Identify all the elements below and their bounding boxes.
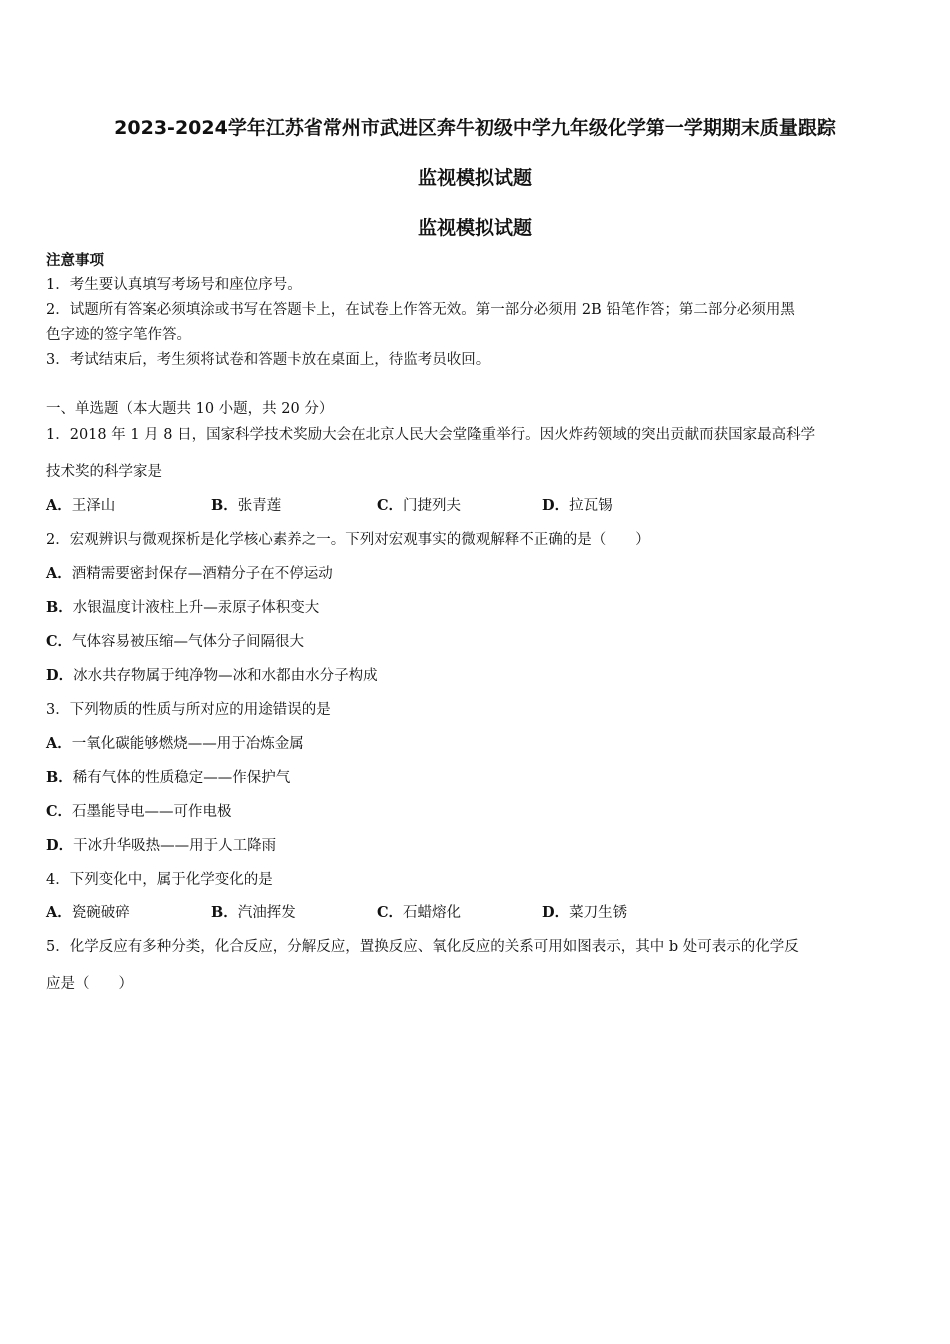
question-3-option-d: D．干冰升华吸热——用于人工降雨 [46,837,277,854]
notice-item: 2．试题所有答案必须填涂或书写在答题卡上，在试卷上作答无效。第一部分必须用 2B 铅笔作答；第二部分必须用黑 [46,302,795,318]
question-1-stem: 技术奖的科学家是 [46,464,162,480]
question-4-option-c: C．石蜡熔化 [377,904,462,921]
notice-item: 色字迹的签字笔作答。 [46,327,191,343]
notice-heading: 注意事项 [46,252,104,269]
question-4-option-d: D．菜刀生锈 [542,904,628,921]
question-3-option-c: C．石墨能导电——可作电极 [46,803,232,820]
question-1-option-b: B．张青莲 [211,497,282,514]
question-4-option-a: A．瓷碗破碎 [46,904,130,921]
question-1-stem: 1．2018 年 1 月 8 日，国家科学技术奖励大会在北京人民大会堂隆重举行。因火炸药领域的突出贡献而获国家最高科学 [46,427,816,443]
exam-title-line-3: 监视模拟试题 [417,217,532,239]
notice-item: 1．考生要认真填写考场号和座位序号。 [46,277,302,293]
question-1-option-c: C．门捷列夫 [377,497,462,514]
exam-title-line-1: 2023-2024学年江苏省常州市武进区奔牛初级中学九年级化学第一学期期末质量跟踪 [114,117,836,139]
section-heading: 一、单选题（本大题共 10 小题，共 20 分） [46,401,334,417]
question-2-option-b: B．水银温度计液柱上升—汞原子体积变大 [46,599,320,616]
question-1-option-a: A．王泽山 [46,497,116,514]
question-2-stem: 2．宏观辨识与微观探析是化学核心素养之一。下列对宏观事实的微观解释不正确的是（ ） [46,532,650,548]
question-2-option-a: A．酒精需要密封保存—酒精分子在不停运动 [46,565,333,582]
question-4-option-b: B．汽油挥发 [211,904,296,921]
question-5-stem: 应是（ ） [46,976,133,992]
question-4-stem: 4．下列变化中，属于化学变化的是 [46,872,273,888]
question-2-option-d: D．冰水共存物属于纯净物—冰和水都由水分子构成 [46,667,378,684]
question-3-stem: 3．下列物质的性质与所对应的用途错误的是 [46,702,331,718]
exam-title-line-2: 监视模拟试题 [417,167,532,189]
notice-item: 3．考试结束后，考生须将试卷和答题卡放在桌面上，待监考员收回。 [46,352,491,368]
question-5-stem: 5．化学反应有多种分类，化合反应，分解反应，置换反应、氧化反应的关系可用如图表示，其中 b 处可表示的化学反 [46,939,799,955]
question-3-option-a: A．一氧化碳能够燃烧——用于冶炼金属 [46,735,304,752]
question-2-option-c: C．气体容易被压缩—气体分子间隔很大 [46,633,305,650]
question-1-option-d: D．拉瓦锡 [542,497,613,514]
question-3-option-b: B．稀有气体的性质稳定——作保护气 [46,769,291,786]
